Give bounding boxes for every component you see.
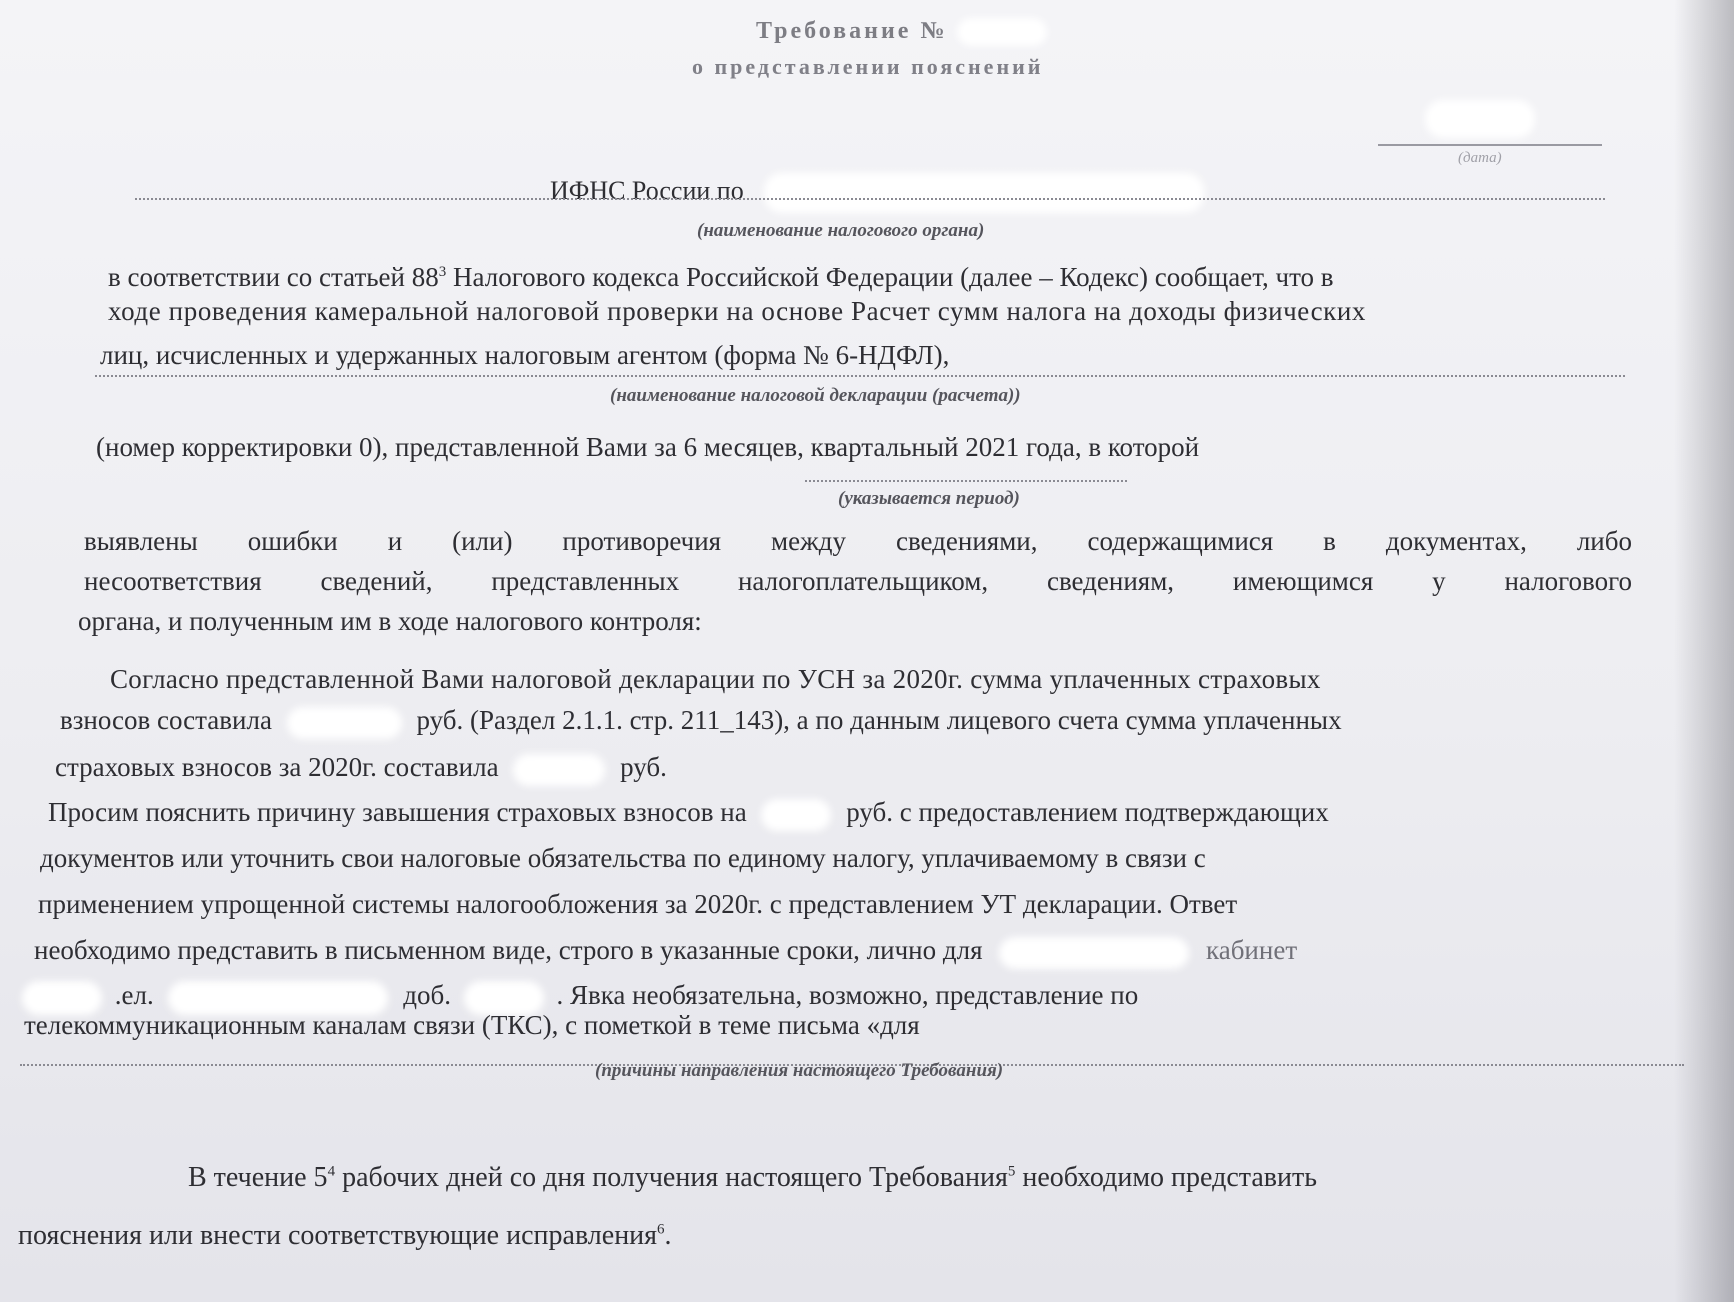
p2-line-5-post: . Явка необязательна, возможно, представление по — [556, 980, 1139, 1010]
p1-line-2-post: руб. (Раздел 2.1.1. стр. 211_143), а по данным лицевого счета сумма уплаченных — [416, 705, 1342, 735]
authority-caption: (наименование налогового органа) — [697, 220, 985, 241]
body-p1-line-1: Согласно представленной Вами налоговой декларации по УСН за 2020г. сумма уплаченных страховых — [110, 664, 1321, 694]
tax-authority — [550, 173, 1204, 213]
intro-line-1 — [108, 262, 1603, 293]
p2-line-4-post: кабинет — [1206, 935, 1298, 965]
declaration-underline — [95, 375, 1625, 377]
deadline-line-1-a: В течение 5 — [188, 1162, 328, 1193]
deadline-line-2 — [18, 1220, 672, 1252]
authority-underline — [135, 198, 1605, 200]
redacted-amount-2 — [513, 754, 605, 786]
errors-line-3: органа, и полученным им в ходе налогового контроля: — [78, 606, 702, 636]
redacted-date — [1425, 100, 1535, 138]
p2-line-5-phone-label: .ел. — [114, 980, 154, 1010]
intro-line-2: ходе проведения камеральной налоговой проверки на основе Расчет сумм налога на доходы физических — [108, 296, 1367, 326]
date-underline — [1378, 144, 1602, 146]
intro-line-3: лиц, исчисленных и удержанных налоговым агентом (форма № 6-НДФЛ), — [100, 340, 950, 370]
p2-line-4-pre: необходимо представить в письменном виде, строго в указанные сроки, лично для — [34, 935, 983, 965]
title-text: Требование № — [756, 18, 948, 44]
p1-line-2-pre: взносов составила — [60, 705, 272, 735]
period-caption: (указывается период) — [838, 488, 1020, 509]
p1-line-3-pre: страховых взносов за 2020г. составила — [55, 752, 499, 782]
body-p1-line-3 — [55, 752, 667, 786]
intro-line-1-pre: в соответствии со статьей 88 — [108, 262, 439, 292]
reasons-caption: (причины направления настоящего Требования) — [595, 1060, 1004, 1081]
body-p2-line-1 — [48, 797, 1329, 831]
p1-line-3-post: руб. — [620, 752, 667, 782]
body-p2-line-4 — [34, 935, 1297, 969]
body-p2-line-2: документов или уточнить свои налоговые обязательства по единому налогу, уплачиваемому в связи с — [40, 843, 1206, 873]
document-title — [756, 18, 1047, 46]
body-p2-line-6: телекоммуникационным каналам связи (ТКС), с пометкой в теме письма «для — [24, 1010, 920, 1040]
date-caption: (дата) — [1458, 150, 1502, 166]
deadline-line-2-b: . — [664, 1220, 672, 1251]
body-p1-line-2 — [60, 705, 1342, 739]
errors-line-2: несоответствия сведений, представленных налогоплательщиком, сведениям, имеющимся у налогового — [84, 566, 1632, 596]
p2-line-1-post: руб. с предоставлением подтверждающих — [846, 797, 1329, 827]
redacted-number — [957, 18, 1047, 46]
redacted-amount-1 — [287, 707, 402, 739]
redacted-recipient — [999, 937, 1189, 969]
deadline-line-2-a: пояснения или внести соответствующие исправления — [18, 1220, 658, 1251]
redacted-authority — [764, 173, 1204, 213]
deadline-line-1 — [188, 1162, 1317, 1194]
period-underline — [805, 480, 1127, 482]
period-line: (номер корректировки 0), представленной Вами за 6 месяцев, квартальный 2021 года, в которой — [96, 432, 1200, 462]
footnote-3: 3 — [438, 264, 447, 280]
p2-line-5-ext-label: доб. — [403, 980, 451, 1010]
deadline-line-1-b: рабочих дней со дня получения настоящего Требования — [335, 1162, 1008, 1193]
p2-line-1-pre: Просим пояснить причину завышения страховых взносов на — [48, 797, 747, 827]
redacted-amount-3 — [761, 799, 831, 831]
footnote-5: 5 — [1007, 1163, 1016, 1180]
intro-line-1-post: Налогового кодекса Российской Федерации (далее – Кодекс) сообщает, что в — [446, 262, 1334, 292]
deadline-line-1-c: необходимо представить — [1015, 1162, 1317, 1193]
declaration-caption: (наименование налоговой декларации (расчета)) — [610, 385, 1021, 406]
body-p2-line-3: применением упрощенной системы налогообложения за 2020г. с представлением УТ декларации. Ответ — [38, 889, 1238, 919]
errors-line-1: выявлены ошибки и (или) противоречия между сведениями, содержащимися в документах, либо — [84, 526, 1632, 556]
tax-authority-name: ИФНС России по — [550, 175, 744, 205]
footnote-4: 4 — [327, 1163, 336, 1180]
footnote-6: 6 — [657, 1221, 665, 1238]
document-subtitle: о представлении пояснений — [692, 54, 1044, 79]
